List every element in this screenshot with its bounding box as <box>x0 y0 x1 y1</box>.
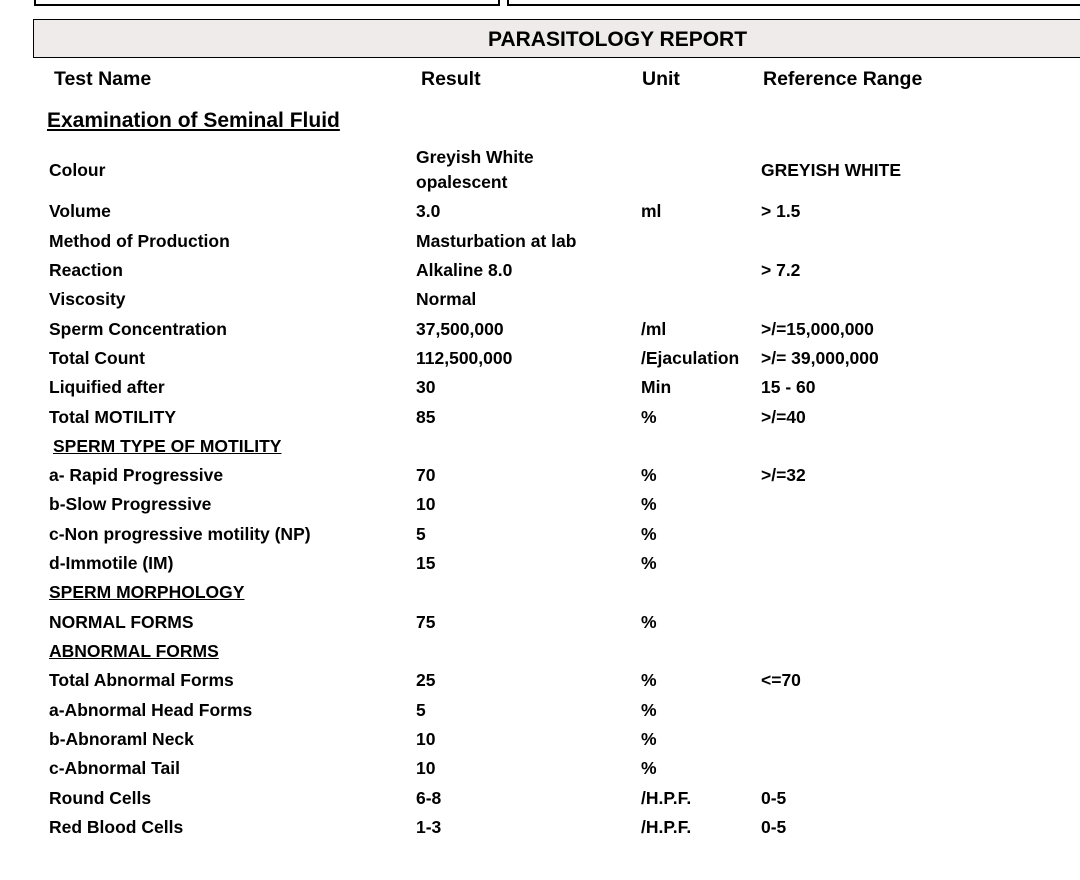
unit-cell: % <box>641 758 657 778</box>
result-cell: 10 <box>416 758 436 778</box>
result-cell: 30 <box>416 377 436 397</box>
reference-range-cell: GREYISH WHITE <box>761 160 902 180</box>
table-row <box>0 199 1080 223</box>
unit-cell: ml <box>641 201 662 221</box>
test-name-cell: Colour <box>49 160 106 180</box>
result-cell: 3.0 <box>416 201 441 221</box>
table-row <box>0 229 1080 253</box>
table-row <box>0 668 1080 692</box>
test-name-cell: b-Slow Progressive <box>49 494 212 514</box>
test-name-cell: Total MOTILITY <box>49 407 177 427</box>
test-name-cell: Total Abnormal Forms <box>49 670 234 690</box>
test-name-cell: b-Abnoraml Neck <box>49 729 194 749</box>
test-name-cell: Reaction <box>49 260 123 280</box>
result-cell: 1-3 <box>416 817 442 837</box>
test-name-cell: c-Abnormal Tail <box>49 758 180 778</box>
reference-range-cell: >/=40 <box>761 407 806 427</box>
unit-cell: % <box>641 670 657 690</box>
result-cell: 15 <box>416 553 436 573</box>
table-row <box>0 756 1080 780</box>
result-cell: 10 <box>416 494 436 514</box>
unit-cell: % <box>641 465 657 485</box>
unit-cell: /H.P.F. <box>641 817 692 837</box>
table-row <box>0 815 1080 839</box>
result-cell: Greyish White opalescent <box>416 147 534 192</box>
subsection-row <box>0 639 1080 663</box>
result-cell: 75 <box>416 612 436 632</box>
report-title: PARASITOLOGY REPORT <box>488 28 748 51</box>
table-row <box>0 463 1080 487</box>
table-row <box>0 786 1080 810</box>
reference-range-cell: <=70 <box>761 670 801 690</box>
unit-cell: /ml <box>641 319 667 339</box>
test-name-cell: a- Rapid Progressive <box>49 465 224 485</box>
result-cell: 6-8 <box>416 788 442 808</box>
test-name-cell: SPERM MORPHOLOGY <box>49 582 245 602</box>
result-cell: 85 <box>416 407 436 427</box>
test-name-cell: Method of Production <box>49 231 230 251</box>
reference-range-cell: >/=15,000,000 <box>761 319 874 339</box>
table-row <box>0 317 1080 341</box>
subsection-row <box>0 580 1080 604</box>
result-cell: 112,500,000 <box>416 348 513 368</box>
table-row <box>0 375 1080 399</box>
reference-range-cell: > 1.5 <box>761 201 801 221</box>
unit-cell: % <box>641 729 657 749</box>
result-cell: 5 <box>416 524 426 544</box>
subsection-row <box>0 434 1080 458</box>
header-box-right <box>507 0 1080 6</box>
table-row <box>0 492 1080 516</box>
header-box-left <box>34 0 500 6</box>
table-row <box>0 258 1080 282</box>
column-header-unit: Unit <box>642 68 680 90</box>
reference-range-cell: > 7.2 <box>761 260 801 280</box>
test-name-cell: Liquified after <box>49 377 165 397</box>
result-cell: 10 <box>416 729 436 749</box>
unit-cell: % <box>641 524 657 544</box>
reference-range-cell: >/= 39,000,000 <box>761 348 879 368</box>
result-cell: 37,500,000 <box>416 319 504 339</box>
test-name-cell: Red Blood Cells <box>49 817 184 837</box>
reference-range-cell: 0-5 <box>761 788 787 808</box>
result-cell: 5 <box>416 700 426 720</box>
unit-cell: % <box>641 407 657 427</box>
table-row <box>0 145 1080 195</box>
unit-cell: /H.P.F. <box>641 788 692 808</box>
test-name-cell: ABNORMAL FORMS <box>49 641 219 661</box>
test-name-cell: Volume <box>49 201 111 221</box>
column-header-result: Result <box>421 68 481 90</box>
table-row <box>0 346 1080 370</box>
test-name-cell: Total Count <box>49 348 145 368</box>
reference-range-cell: 0-5 <box>761 817 787 837</box>
table-row <box>0 551 1080 575</box>
section-title: Examination of Seminal Fluid <box>47 109 340 132</box>
result-cell: 70 <box>416 465 436 485</box>
test-name-cell: Viscosity <box>49 289 126 309</box>
table-row <box>0 522 1080 546</box>
test-name-cell: SPERM TYPE OF MOTILITY <box>53 436 282 456</box>
result-cell: Masturbation at lab <box>416 231 577 251</box>
test-name-cell: c-Non progressive motility (NP) <box>49 524 311 544</box>
test-name-cell: NORMAL FORMS <box>49 612 194 632</box>
result-cell: 25 <box>416 670 436 690</box>
table-row <box>0 287 1080 311</box>
column-header-test-name: Test Name <box>54 68 152 90</box>
table-row <box>0 610 1080 634</box>
test-name-cell: Round Cells <box>49 788 152 808</box>
unit-cell: Min <box>641 377 672 397</box>
column-header-reference-range: Reference Range <box>763 68 923 90</box>
unit-cell: % <box>641 553 657 573</box>
reference-range-cell: 15 - 60 <box>761 377 816 397</box>
test-name-cell: Sperm Concentration <box>49 319 227 339</box>
unit-cell: % <box>641 494 657 514</box>
unit-cell: % <box>641 700 657 720</box>
result-cell: Alkaline 8.0 <box>416 260 513 280</box>
table-row <box>0 405 1080 429</box>
result-cell: Normal <box>416 289 477 309</box>
test-name-cell: d-Immotile (IM) <box>49 553 174 573</box>
unit-cell: % <box>641 612 657 632</box>
reference-range-cell: >/=32 <box>761 465 806 485</box>
table-row <box>0 727 1080 751</box>
table-row <box>0 698 1080 722</box>
test-name-cell: a-Abnormal Head Forms <box>49 700 253 720</box>
unit-cell: /Ejaculation <box>641 348 740 368</box>
